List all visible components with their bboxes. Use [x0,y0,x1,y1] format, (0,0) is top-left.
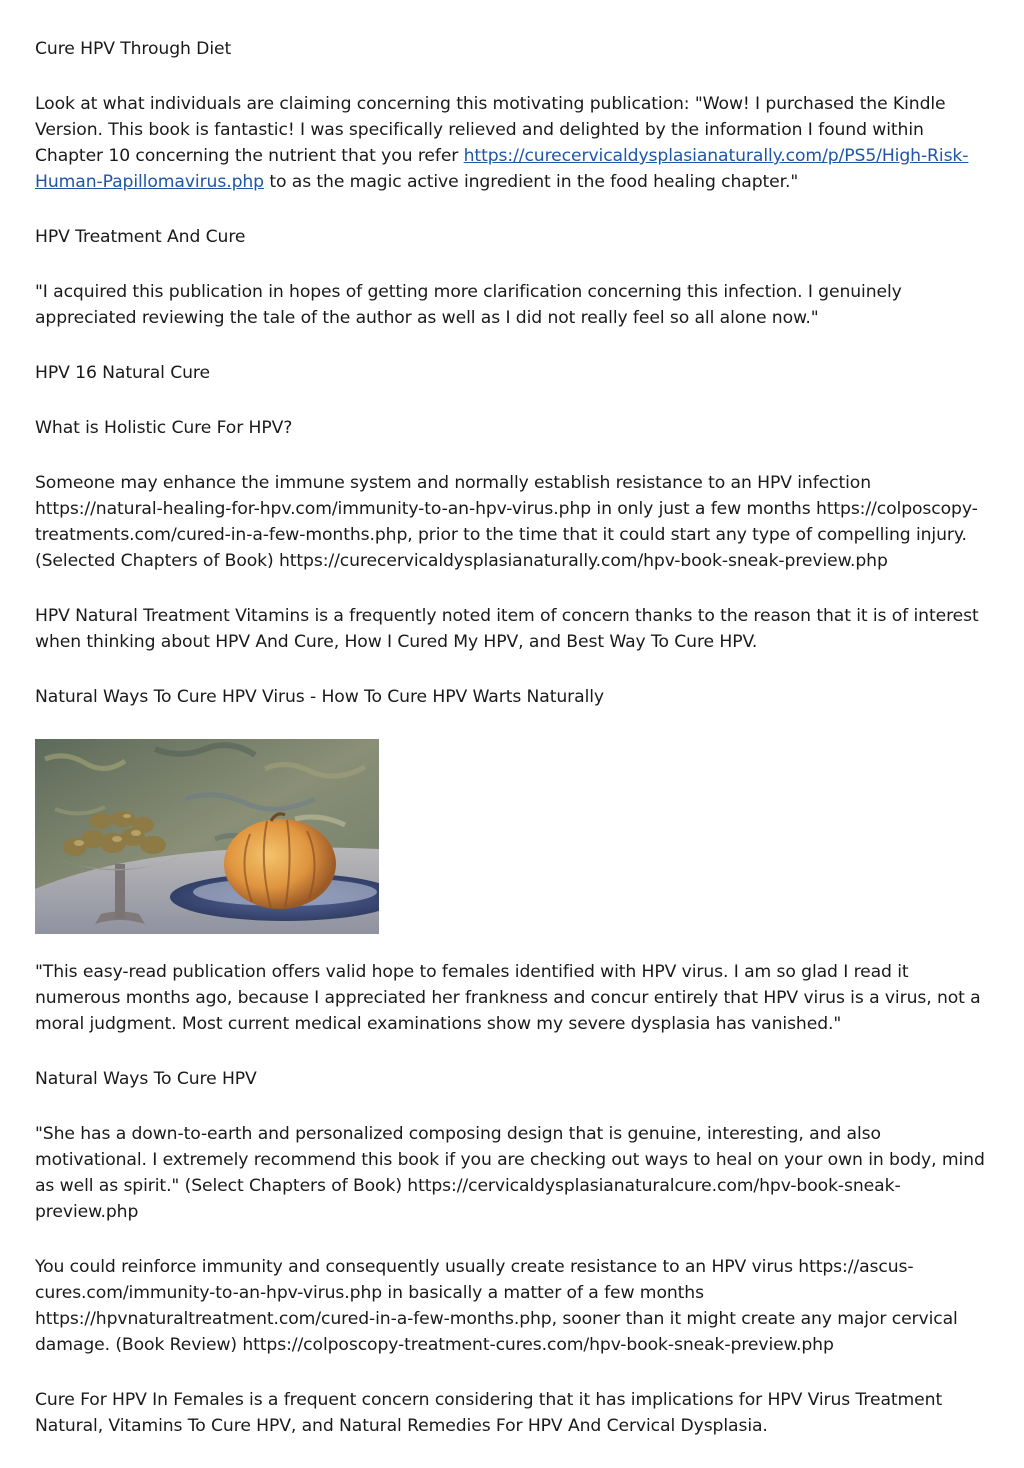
paragraph-reinforce-immunity: You could reinforce immunity and consequently usually create resistance to an HPV virus https://ascus-cures.com/immunity-to-an-hpv-virus.php in basically a matter of a few months https://hpvnaturaltreatment.com/cured-in-a-few-months.php, sooner than it might create any major cervical damage. (Book Review) https://colposcopy-treatment-cures.com/hpv-book-sneak-preview.php [35,1257,958,1355]
paragraph-text-before-link: Look at what individuals are claiming concerning this motivating publication: "Wow! I purchased the Kindle Version. This book is fantastic! I was specifically relieved and delighted by the information I found within Chapter 10 concerning the nutrient that you refer [35,94,946,166]
paragraph-cure-for-hpv-in-females: Cure For HPV In Females is a frequent concern considering that it has implications for HPV Virus Treatment Natural, Vitamins To Cure HPV, and Natural Remedies For HPV And Cervical Dysplasia. [35,1390,943,1436]
high-risk-hpv-link[interactable]: https://curecervicaldysplasianaturally.com/p/PS5/High-Risk-Human-Papillomavirus.php [35,146,969,192]
paragraph-vitamins: HPV Natural Treatment Vitamins is a frequently noted item of concern thanks to the reason that it is of interest when thinking about HPV And Cure, How I Cured My HPV, and Best Way To Cure HPV. [35,606,979,652]
heading-natural-ways-to-cure-hpv: Natural Ways To Cure HPV [35,1069,257,1089]
paragraph-text-after-link: to as the magic active ingredient in the food healing chapter." [263,172,799,192]
heading-holistic-cure: What is Holistic Cure For HPV? [35,418,293,438]
heading-hpv-treatment-and-cure: HPV Treatment And Cure [35,227,246,247]
paragraph-immune-system: Someone may enhance the immune system and normally establish resistance to an HPV infection https://natural-healing-for-hpv.com/immunity-to-an-hpv-virus.php in only just a few months https://colposcopy-treatments.com/cured-in-a-few-months.php, prior to the time that it could start any type of compelling injury. (Selected Chapters of Book) https://curecervicaldysplasianaturally.com/hpv-book-sneak-preview.php [35,473,978,571]
testimonial-paragraph-clarification: "I acquired this publication in hopes of getting more clarification concerning this infection. I genuinely appreciated reviewing the tale of the author as well as I did not really feel so all alone now." [35,282,902,328]
heading-cure-hpv-through-diet: Cure HPV Through Diet [35,39,232,59]
heading-hpv-16-natural-cure: HPV 16 Natural Cure [35,363,210,383]
still-life-painting-image [35,739,379,934]
document-body [35,36,995,1468]
testimonial-paragraph-down-to-earth: "She has a down-to-earth and personalized composing design that is genuine, interesting, and also motivational. I extremely recommend this book if you are checking out ways to heal on your own in body, mind as well as spirit." (Select Chapters of Book) https://cervicaldysplasianaturalcure.com/hpv-book-sneak-preview.php [35,1124,985,1222]
testimonial-paragraph-easy-read: "This easy-read publication offers valid hope to females identified with HPV virus. I am so glad I read it numerous months ago, because I appreciated her frankness and concur entirely that HPV virus is a virus, not a moral judgment. Most current medical examinations show my severe dysplasia has vanished." [35,962,981,1034]
heading-natural-ways-warts: Natural Ways To Cure HPV Virus - How To Cure HPV Warts Naturally [35,687,604,707]
testimonial-paragraph-kindle [35,91,995,195]
